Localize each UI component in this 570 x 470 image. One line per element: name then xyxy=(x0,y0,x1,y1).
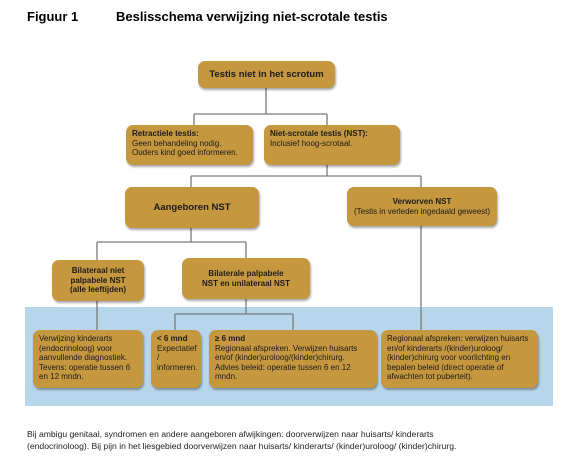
node-outcome-regional xyxy=(381,330,538,388)
node-outcome-referral-line-5: en 12 mndn. xyxy=(39,372,84,381)
node-outcome-lt6-line-1: Expectatief / xyxy=(157,343,197,362)
node-outcome-regional-line-4: bepalen beleid (direct operatie of xyxy=(387,362,504,372)
node-acquired-title: Verworven NST xyxy=(392,197,452,206)
node-root-title: Testis niet in het scrotum xyxy=(209,69,324,80)
node-outcome-ge6-line-2: en/of (kinder)uroloog/(kinder)chirurg. xyxy=(215,353,345,362)
node-acquired-line-1: (Testis in verleden ingedaald geweest) xyxy=(353,206,491,216)
node-outcome-referral-line-4: Tevens: operatie tussen 6 xyxy=(39,362,131,372)
node-retractile-title: Retractiele testis: xyxy=(132,129,199,138)
node-outcome-regional-line-5: afwachten tot puberteit). xyxy=(387,372,473,381)
footnote-line-1: Bij ambigu genitaal, syndromen en andere aangeboren afwijkingen: doorverwijzen naar huisarts/ kinderarts xyxy=(27,429,434,439)
node-outcome-lt6-line-2: informeren. xyxy=(157,362,198,372)
node-outcome-referral xyxy=(33,330,143,388)
footnote-line-2: (endocrinoloog). Bij pijn in het liesgebied doorverwijzen naar huisarts/ kinderarts/ (kinder)uroloog/ (kinder)chirurg. xyxy=(27,440,457,451)
node-retractile-line-2: Ouders kind goed informeren. xyxy=(132,148,238,157)
footnote xyxy=(27,429,547,452)
node-bilateral-palpable xyxy=(182,258,310,299)
node-retractile-line-1: Geen behandeling nodig. xyxy=(132,138,222,148)
node-outcome-regional-line-1: Regionaal afspreken: verwijzen huisarts xyxy=(387,334,529,343)
node-outcome-ge6-line-3: Advies beleid: operatie tussen 6 en 12 mndn. xyxy=(215,362,351,381)
node-bilateral-nonpalpable-line-3: (alle leeftijden) xyxy=(69,285,126,295)
node-bilateral-nonpalpable-line-1: Bilateraal niet xyxy=(71,266,125,276)
node-bilateral-nonpalpable xyxy=(52,260,144,301)
node-outcome-referral-line-2: (endocrinoloog) voor xyxy=(39,343,113,353)
node-nst-title: Niet-scrotale testis (NST): xyxy=(270,129,368,138)
node-bilateral-palpable-line-2: NST en unilateraal NST xyxy=(201,278,291,288)
node-outcome-regional-line-3: (kinder)chirurg voor voorlichting en xyxy=(387,353,511,362)
node-nst xyxy=(264,125,400,165)
node-outcome-ge6 xyxy=(209,330,377,388)
node-outcome-ge6-line-1: Regionaal afspreken. Verwijzen huisarts xyxy=(215,343,358,353)
node-outcome-referral-line-3: aanvullende diagnostiek. xyxy=(39,353,128,362)
figure-title: Beslisschema verwijzing niet-scrotale testis xyxy=(116,9,388,24)
node-retractile xyxy=(126,125,253,165)
node-congenital-title: Aangeboren NST xyxy=(153,202,231,213)
node-nst-line-1: Inclusief hoog-scrotaal. xyxy=(270,138,353,148)
node-outcome-regional-line-2: en/of kinderarts /(kinder)uroloog/ xyxy=(387,343,503,353)
node-root xyxy=(198,61,335,88)
figure-label: Figuur 1 xyxy=(27,9,79,24)
node-congenital xyxy=(125,187,259,228)
node-outcome-lt6-title: < 6 mnd xyxy=(157,334,188,343)
node-outcome-lt6 xyxy=(151,330,201,388)
node-outcome-ge6-title: ≥ 6 mnd xyxy=(215,334,246,343)
node-acquired xyxy=(347,187,497,226)
node-bilateral-palpable-line-1: Bilaterale palpabele xyxy=(208,269,284,278)
node-outcome-referral-line-1: Verwijzing kinderarts xyxy=(39,334,113,343)
node-bilateral-nonpalpable-line-2: palpabele NST xyxy=(70,275,126,285)
